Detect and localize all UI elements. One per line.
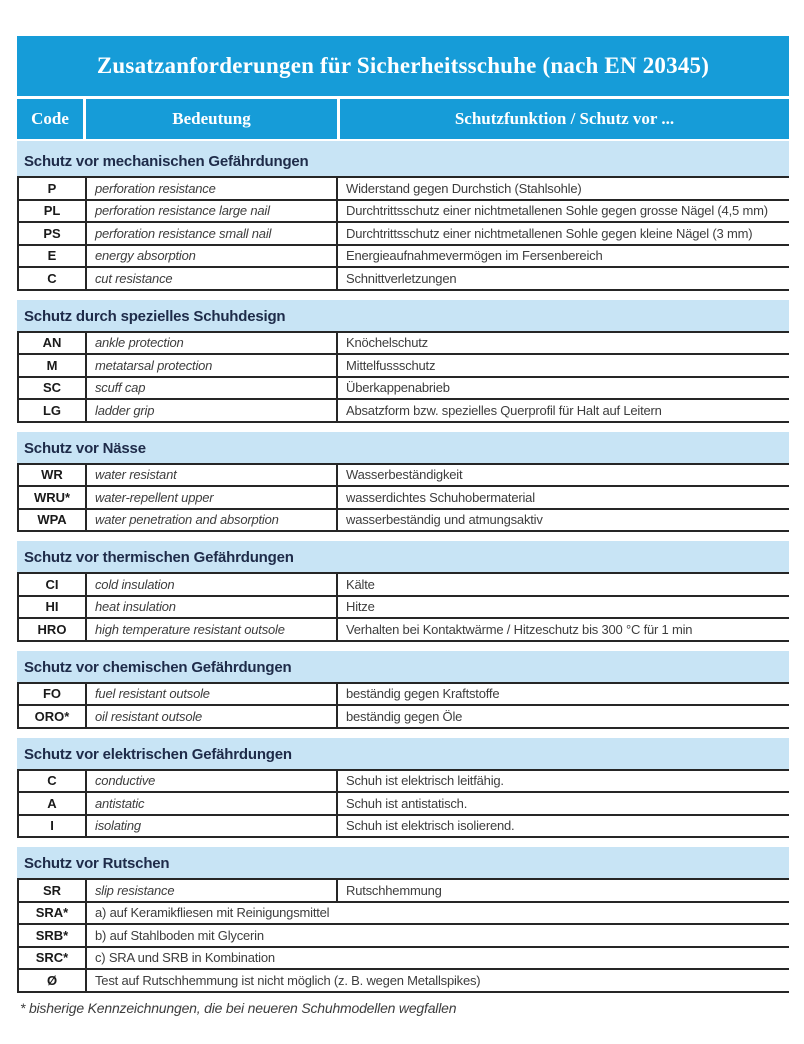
section-1 — [17, 141, 789, 291]
protection-cell: Durchtrittsschutz einer nichtmetallenen Sohle gegen kleine Nägel (3 mm) — [336, 223, 789, 244]
column-header-protection: Schutzfunktion / Schutz vor ... — [340, 99, 789, 139]
meaning-cell: ankle protection — [85, 333, 336, 354]
footnote: * bisherige Kennzeichnungen, die bei neueren Schuhmodellen wegfallen — [20, 999, 457, 1016]
meaning-cell: cold insulation — [85, 574, 336, 595]
code-cell: WPA — [37, 512, 67, 528]
meaning-cell: fuel resistant outsole — [85, 684, 336, 705]
table-row — [17, 246, 789, 269]
protection-cell: Verhalten bei Kontaktwärme / Hitzeschutz bis 300 °C für 1 min — [336, 619, 789, 640]
meaning-cell: perforation resistance — [85, 178, 336, 199]
table-title: Zusatzanforderungen für Sicherheitsschuhe (nach EN 20345) — [17, 36, 789, 96]
section-6 — [17, 738, 789, 839]
protection-cell: Schnittverletzungen — [336, 268, 789, 289]
table-row — [17, 684, 789, 707]
code-cell: HI — [45, 599, 59, 615]
table-row — [17, 178, 789, 201]
code-cell: M — [46, 357, 58, 373]
table-row — [17, 574, 789, 597]
code-cell: SRB* — [35, 927, 69, 943]
code-cell: SRA* — [35, 905, 69, 921]
table-row — [17, 597, 789, 620]
table-row — [17, 465, 789, 488]
table-row — [17, 816, 789, 839]
code-cell: PL — [43, 203, 61, 219]
meaning-cell: water penetration and absorption — [85, 510, 336, 531]
protection-cell: Schuh ist elektrisch leitfähig. — [336, 771, 789, 792]
section-7 — [17, 847, 789, 993]
table-row — [17, 355, 789, 378]
table-row — [17, 948, 789, 971]
code-cell: HRO — [37, 621, 67, 637]
table-row — [17, 903, 789, 926]
protection-cell: Energieaufnahmevermögen im Fersenbereich — [336, 246, 789, 267]
code-cell: WRU* — [33, 489, 71, 505]
table-row — [17, 880, 789, 903]
table-row — [17, 925, 789, 948]
code-cell: I — [50, 818, 54, 834]
section-heading: Schutz vor chemischen Gefährdungen — [17, 651, 789, 684]
section-heading: Schutz vor thermischen Gefährdungen — [17, 541, 789, 574]
description-cell: c) SRA und SRB in Kombination — [85, 948, 789, 969]
column-header-meaning: Bedeutung — [86, 99, 337, 139]
code-cell: LG — [42, 402, 62, 418]
safety-shoe-requirements-table — [17, 36, 789, 1016]
meaning-cell: water-repellent upper — [85, 487, 336, 508]
protection-cell: Schuh ist elektrisch isolierend. — [336, 816, 789, 837]
meaning-cell: oil resistant outsole — [85, 706, 336, 727]
column-header-row — [17, 99, 789, 139]
section-2 — [17, 300, 789, 423]
code-cell: FO — [42, 686, 62, 702]
meaning-cell: perforation resistance small nail — [85, 223, 336, 244]
code-cell: C — [47, 773, 57, 789]
meaning-cell: isolating — [85, 816, 336, 837]
code-cell: SRC* — [35, 950, 69, 966]
column-header-code: Code — [17, 99, 83, 139]
protection-cell: Rutschhemmung — [336, 880, 789, 901]
code-cell: Ø — [46, 972, 58, 988]
description-cell: b) auf Stahlboden mit Glycerin — [85, 925, 789, 946]
meaning-cell: scuff cap — [85, 378, 336, 399]
meaning-cell: high temperature resistant outsole — [85, 619, 336, 640]
meaning-cell: conductive — [85, 771, 336, 792]
protection-cell: Absatzform bzw. spezielles Querprofil für Halt auf Leitern — [336, 400, 789, 421]
section-3 — [17, 432, 789, 533]
table-row — [17, 487, 789, 510]
table-row — [17, 378, 789, 401]
code-cell: AN — [42, 335, 62, 351]
meaning-cell: water resistant — [85, 465, 336, 486]
section-heading: Schutz durch spezielles Schuhdesign — [17, 300, 789, 333]
code-cell: P — [47, 180, 57, 196]
code-cell: WR — [41, 467, 63, 483]
section-heading: Schutz vor Nässe — [17, 432, 789, 465]
table-sections — [17, 141, 789, 993]
code-cell: ORO* — [34, 708, 70, 724]
protection-cell: Kälte — [336, 574, 789, 595]
protection-cell: Knöchelschutz — [336, 333, 789, 354]
table-row — [17, 201, 789, 224]
protection-cell: Durchtrittsschutz einer nichtmetallenen Sohle gegen grosse Nägel (4,5 mm) — [336, 201, 789, 222]
protection-cell: beständig gegen Öle — [336, 706, 789, 727]
table-row — [17, 268, 789, 291]
table-row — [17, 970, 789, 993]
table-row — [17, 333, 789, 356]
protection-cell: Widerstand gegen Durchstich (Stahlsohle) — [336, 178, 789, 199]
table-row — [17, 400, 789, 423]
description-cell: a) auf Keramikfliesen mit Reinigungsmittel — [85, 903, 789, 924]
table-row — [17, 793, 789, 816]
table-row — [17, 771, 789, 794]
code-cell: C — [47, 270, 57, 286]
code-cell: E — [47, 248, 57, 264]
protection-cell: wasserbeständig und atmungsaktiv — [336, 510, 789, 531]
description-cell: Test auf Rutschhemmung ist nicht möglich (z. B. wegen Metallspikes) — [85, 970, 789, 991]
table-row — [17, 706, 789, 729]
table-row — [17, 619, 789, 642]
meaning-cell: ladder grip — [85, 400, 336, 421]
protection-cell: Wasserbeständigkeit — [336, 465, 789, 486]
protection-cell: Überkappenabrieb — [336, 378, 789, 399]
protection-cell: wasserdichtes Schuhobermaterial — [336, 487, 789, 508]
meaning-cell: slip resistance — [85, 880, 336, 901]
section-5 — [17, 651, 789, 729]
meaning-cell: antistatic — [85, 793, 336, 814]
section-heading: Schutz vor mechanischen Gefährdungen — [17, 141, 789, 178]
table-row — [17, 510, 789, 533]
section-4 — [17, 541, 789, 642]
code-cell: A — [47, 795, 57, 811]
code-cell: PS — [43, 225, 61, 241]
protection-cell: Mittelfussschutz — [336, 355, 789, 376]
code-cell: CI — [45, 576, 59, 592]
section-heading: Schutz vor Rutschen — [17, 847, 789, 880]
code-cell: SC — [42, 380, 62, 396]
protection-cell: beständig gegen Kraftstoffe — [336, 684, 789, 705]
meaning-cell: perforation resistance large nail — [85, 201, 336, 222]
protection-cell: Schuh ist antistatisch. — [336, 793, 789, 814]
code-cell: SR — [42, 882, 62, 898]
meaning-cell: metatarsal protection — [85, 355, 336, 376]
table-row — [17, 223, 789, 246]
meaning-cell: heat insulation — [85, 597, 336, 618]
protection-cell: Hitze — [336, 597, 789, 618]
meaning-cell: energy absorption — [85, 246, 336, 267]
meaning-cell: cut resistance — [85, 268, 336, 289]
section-heading: Schutz vor elektrischen Gefährdungen — [17, 738, 789, 771]
